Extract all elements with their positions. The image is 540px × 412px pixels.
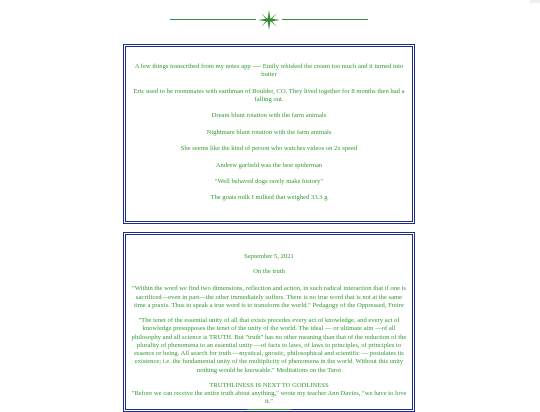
quote-freire: "Within the word we find two dimensions, reflection and action, in such radical interaction that if one is sacrificed—even in part—the other immediately suffers. There is no true word that is not at the same time a praxis. Thus to speak a true word is to transform the world." Pedagogy of the Oppressed, Freire [132,285,406,309]
note-line: Eric used to be roommates with earthman of Boulder, CO. They lived together for 8 months then had a falling out. [133,87,405,103]
divider [247,409,291,410]
header-ornament [170,10,368,30]
note-line: "Well behaved dogs rarely make history" [214,178,324,185]
note-line: Andrew garfield was the best spiderman [215,161,323,169]
note-line: Dream blunt rotation with the farm animals [211,112,327,120]
note-line: Nightmare blunt rotation with the farm animals [206,128,332,136]
note-line: She seems like the kind of person who watches videos on 2x speed [180,145,358,153]
note-line: A few things transcribed from my notes app ---- Emily whisked the cream too much and it turned into butter [134,63,404,79]
note-line: The goats milk I milked that weighed 33.3 g [210,194,328,202]
ornament-rule-right [282,19,368,20]
entry-title: On the truth [253,268,285,276]
truth-box [123,232,415,412]
corner-mark [530,0,540,3]
starburst-icon [258,10,280,30]
quote-ann-davies: "Before we can receive the entire truth about anything," wrote my teacher Ann Davies, "we have to love it." [131,390,407,406]
section-heading: TRUTHLINESS IS NEXT TO GODLINESS [209,381,329,389]
quote-tarot: "The tenet of the essential unity of all that exists precedes every act of knowledge, and every act of knowledge presupposes the tenet of the unity of the world. The ideal — or ultimate aim —of all philosophy and all science is TRUTH. But "truth" has no other meaning than that of the reduction of the plurality of phenomena to an essential unity —of facts to laws, of laws to principles, of principles to essence or being. All search for truth —mystical, gnostic, philosophical and scientific — postulates its existence; i.e. the fundamental unity of the multiplicity of phenomena in the world. Without this unity nothing would be knowable." Meditations on the Tarot [131,317,407,374]
notes-box [123,44,415,224]
ornament-rule-left [170,19,256,20]
entry-date: September 5, 2021 [244,253,294,260]
